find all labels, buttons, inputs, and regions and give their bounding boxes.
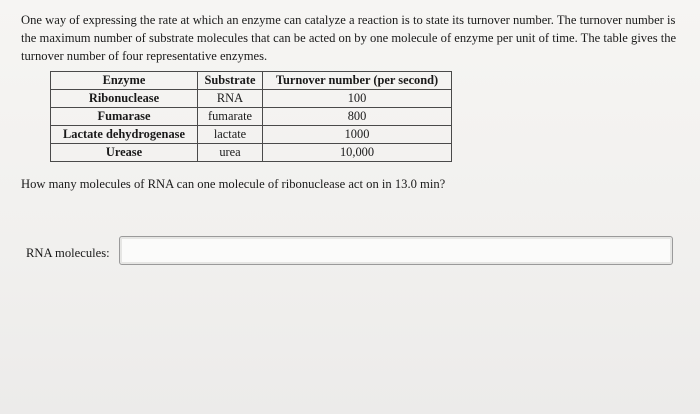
header-enzyme: Enzyme xyxy=(51,72,198,90)
table-row xyxy=(51,90,452,108)
cell-enzyme: Urease xyxy=(51,144,198,162)
cell-turnover: 10,000 xyxy=(263,144,452,162)
intro-paragraph: One way of expressing the rate at which an enzyme can catalyze a reaction is to state its turnover number. The turnover number is the maximum number of substrate molecules that can be acted on by one molecule of enzyme per unit of time. The table gives the turnover number of four representative enzymes. xyxy=(21,13,677,63)
rna-molecules-input[interactable] xyxy=(119,236,673,265)
cell-enzyme: Fumarase xyxy=(51,108,198,126)
cell-substrate: urea xyxy=(198,144,263,162)
table-row xyxy=(51,126,452,144)
cell-turnover: 100 xyxy=(263,90,452,108)
cell-enzyme: Ribonuclease xyxy=(51,90,198,108)
table-row xyxy=(51,108,452,126)
cell-turnover: 800 xyxy=(263,108,452,126)
cell-substrate: fumarate xyxy=(198,108,263,126)
cell-turnover: 1000 xyxy=(263,126,452,144)
answer-label: RNA molecules: xyxy=(26,246,110,260)
table-row xyxy=(51,144,452,162)
cell-substrate: lactate xyxy=(198,126,263,144)
header-turnover: Turnover number (per second) xyxy=(263,72,452,90)
cell-substrate: RNA xyxy=(198,90,263,108)
header-substrate: Substrate xyxy=(198,72,263,90)
table-header-row xyxy=(51,72,452,90)
cell-enzyme: Lactate dehydrogenase xyxy=(51,126,198,144)
question-text: How many molecules of RNA can one molecule of ribonuclease act on in 13.0 min? xyxy=(21,177,446,191)
enzyme-table xyxy=(50,71,452,162)
